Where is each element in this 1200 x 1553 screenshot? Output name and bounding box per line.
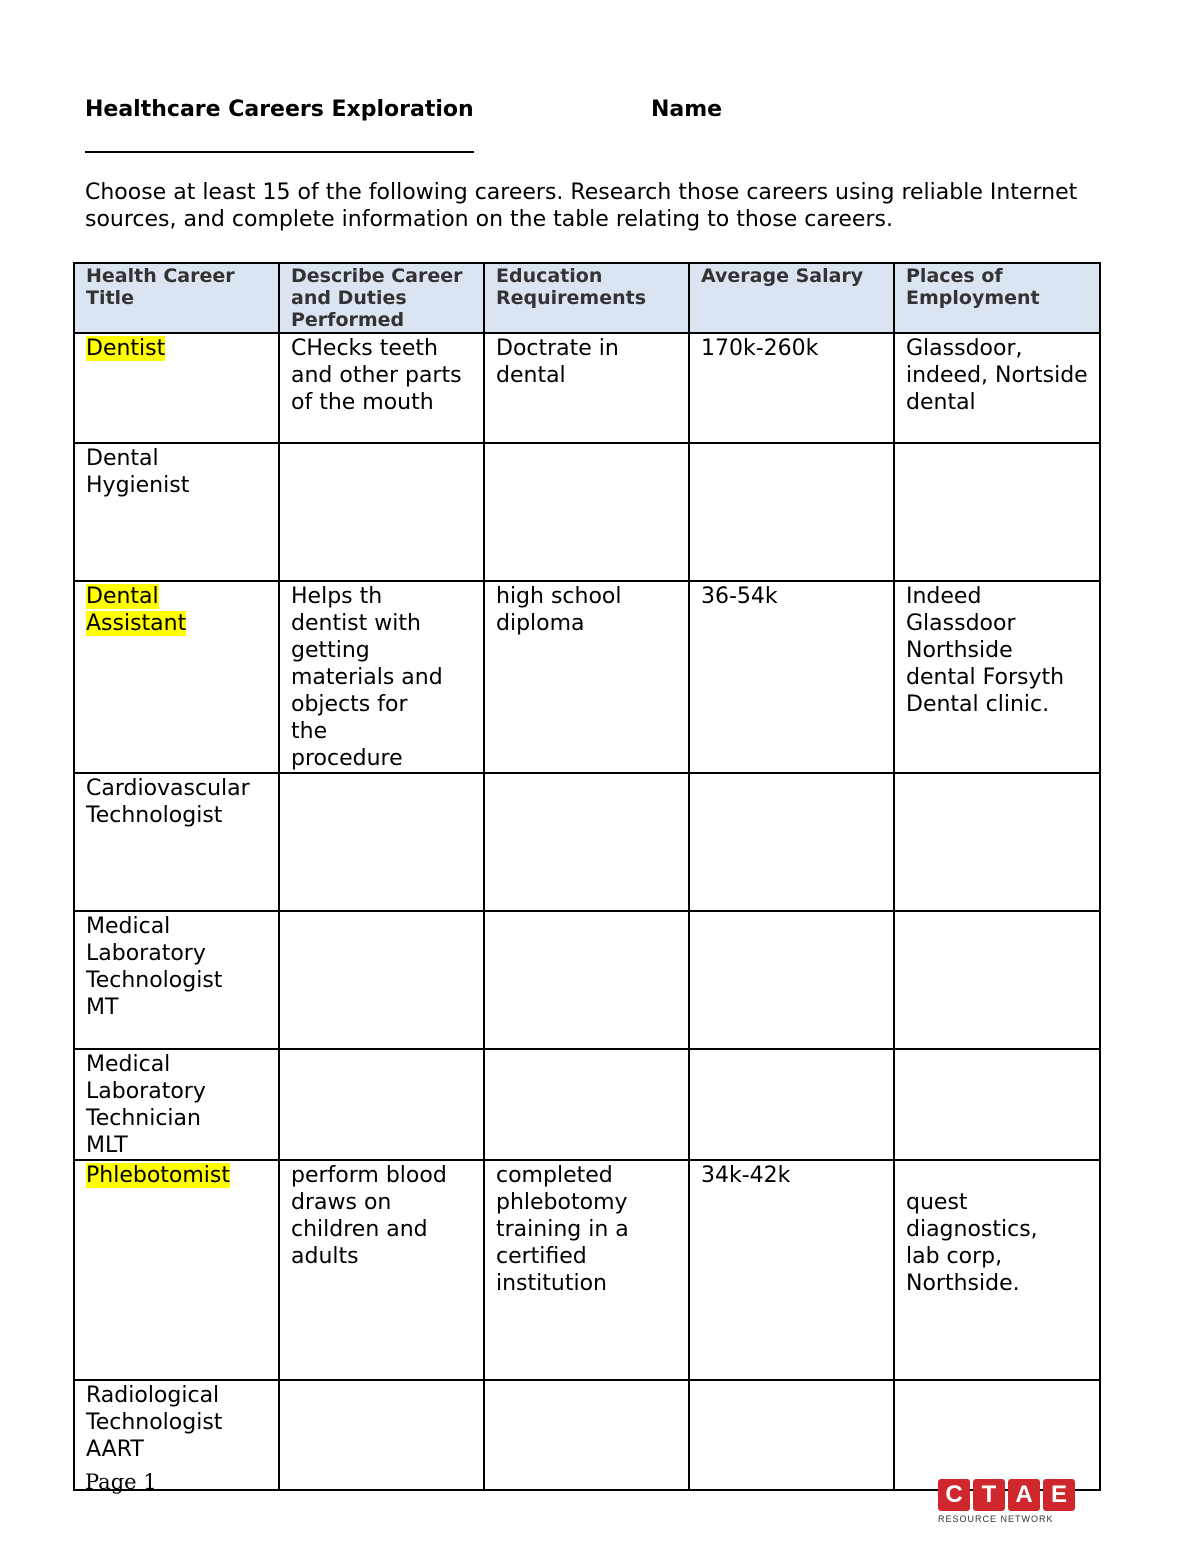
- education-cell: high school diploma: [484, 581, 689, 773]
- places-cell: [894, 1380, 1100, 1490]
- salary-cell: [689, 773, 894, 911]
- career-title: Dental Hygienist: [86, 446, 190, 498]
- duties-cell: Helps th dentist with getting materials and objects for the procedure: [279, 581, 484, 773]
- career-title: Cardiovascular Technologist: [86, 776, 250, 828]
- table-row: [74, 773, 1100, 911]
- career-title-cell: [74, 773, 279, 911]
- education-cell: [484, 1049, 689, 1160]
- table-row: [74, 333, 1100, 443]
- career-title-cell: [74, 443, 279, 581]
- document-title: Healthcare Careers Exploration: [85, 97, 474, 122]
- places-cell: Glassdoor, indeed, Nortside dental: [894, 333, 1100, 443]
- salary-cell: [689, 1049, 894, 1160]
- logo-subtitle: RESOURCE NETWORK: [938, 1514, 1054, 1524]
- career-title: Radiological Technologist AART: [86, 1383, 223, 1462]
- duties-cell: [279, 443, 484, 581]
- table-row: [74, 443, 1100, 581]
- places-cell: [894, 1160, 1100, 1380]
- salary-cell: 34k-42k: [689, 1160, 894, 1380]
- education-cell: [484, 1380, 689, 1490]
- places-text: quest diagnostics, lab corp, Northside.: [906, 1190, 1038, 1296]
- duties-cell: [279, 1380, 484, 1490]
- page-number: Page 1: [85, 1470, 157, 1494]
- places-cell: [894, 1049, 1100, 1160]
- duties-cell: [279, 773, 484, 911]
- table-row: [74, 1049, 1100, 1160]
- salary-cell: 36-54k: [689, 581, 894, 773]
- education-cell: Doctrate in dental: [484, 333, 689, 443]
- duties-cell: CHecks teeth and other parts of the mouth: [279, 333, 484, 443]
- duties-cell: [279, 911, 484, 1049]
- places-cell: Indeed Glassdoor Northside dental Forsyth Dental clinic.: [894, 581, 1100, 773]
- table-row: [74, 911, 1100, 1049]
- logo-letter: A: [1008, 1479, 1040, 1511]
- header-salary: Average Salary: [689, 263, 894, 333]
- header-career-title: Health Career Title: [74, 263, 279, 333]
- table-row: [74, 581, 1100, 773]
- instructions-text: Choose at least 15 of the following careers. Research those careers using reliable Internet sources, and complete information on the table relating to those careers.: [85, 180, 1078, 232]
- careers-table: [73, 262, 1101, 1491]
- logo-letter: T: [973, 1479, 1005, 1511]
- career-title: Medical Laboratory Technologist MT: [86, 914, 223, 1020]
- places-cell: [894, 911, 1100, 1049]
- logo-letter: E: [1043, 1479, 1075, 1511]
- table-row: [74, 1380, 1100, 1490]
- salary-cell: 170k-260k: [689, 333, 894, 443]
- table-row: [74, 1160, 1100, 1380]
- header-education: Education Requirements: [484, 263, 689, 333]
- career-title-cell: [74, 1049, 279, 1160]
- logo-letters: [938, 1479, 1076, 1511]
- salary-cell: [689, 443, 894, 581]
- career-title-cell: [74, 1160, 279, 1380]
- career-title: Medical Laboratory Technician MLT: [86, 1052, 206, 1158]
- career-title: Dental Assistant: [86, 584, 187, 636]
- education-cell: completed phlebotomy training in a certified institution: [484, 1160, 689, 1380]
- places-cell: [894, 443, 1100, 581]
- logo-letter: C: [938, 1479, 970, 1511]
- education-cell: [484, 443, 689, 581]
- career-title-cell: [74, 333, 279, 443]
- header-places: Places of Employment: [894, 263, 1100, 333]
- career-title: Phlebotomist: [86, 1163, 230, 1188]
- duties-cell: perform blood draws on children and adults: [279, 1160, 484, 1380]
- places-cell: [894, 773, 1100, 911]
- header-duties: Describe Career and Duties Performed: [279, 263, 484, 333]
- career-title-cell: [74, 581, 279, 773]
- duties-cell: [279, 1049, 484, 1160]
- name-underline: [85, 151, 474, 153]
- table-header-row: [74, 263, 1100, 333]
- ctae-logo: [938, 1479, 1076, 1529]
- name-label: Name: [651, 97, 723, 122]
- cell-spacer: [906, 1162, 1069, 1189]
- career-title-cell: [74, 911, 279, 1049]
- education-cell: [484, 773, 689, 911]
- salary-cell: [689, 1380, 894, 1490]
- career-title: Dentist: [86, 336, 166, 361]
- salary-cell: [689, 911, 894, 1049]
- education-cell: [484, 911, 689, 1049]
